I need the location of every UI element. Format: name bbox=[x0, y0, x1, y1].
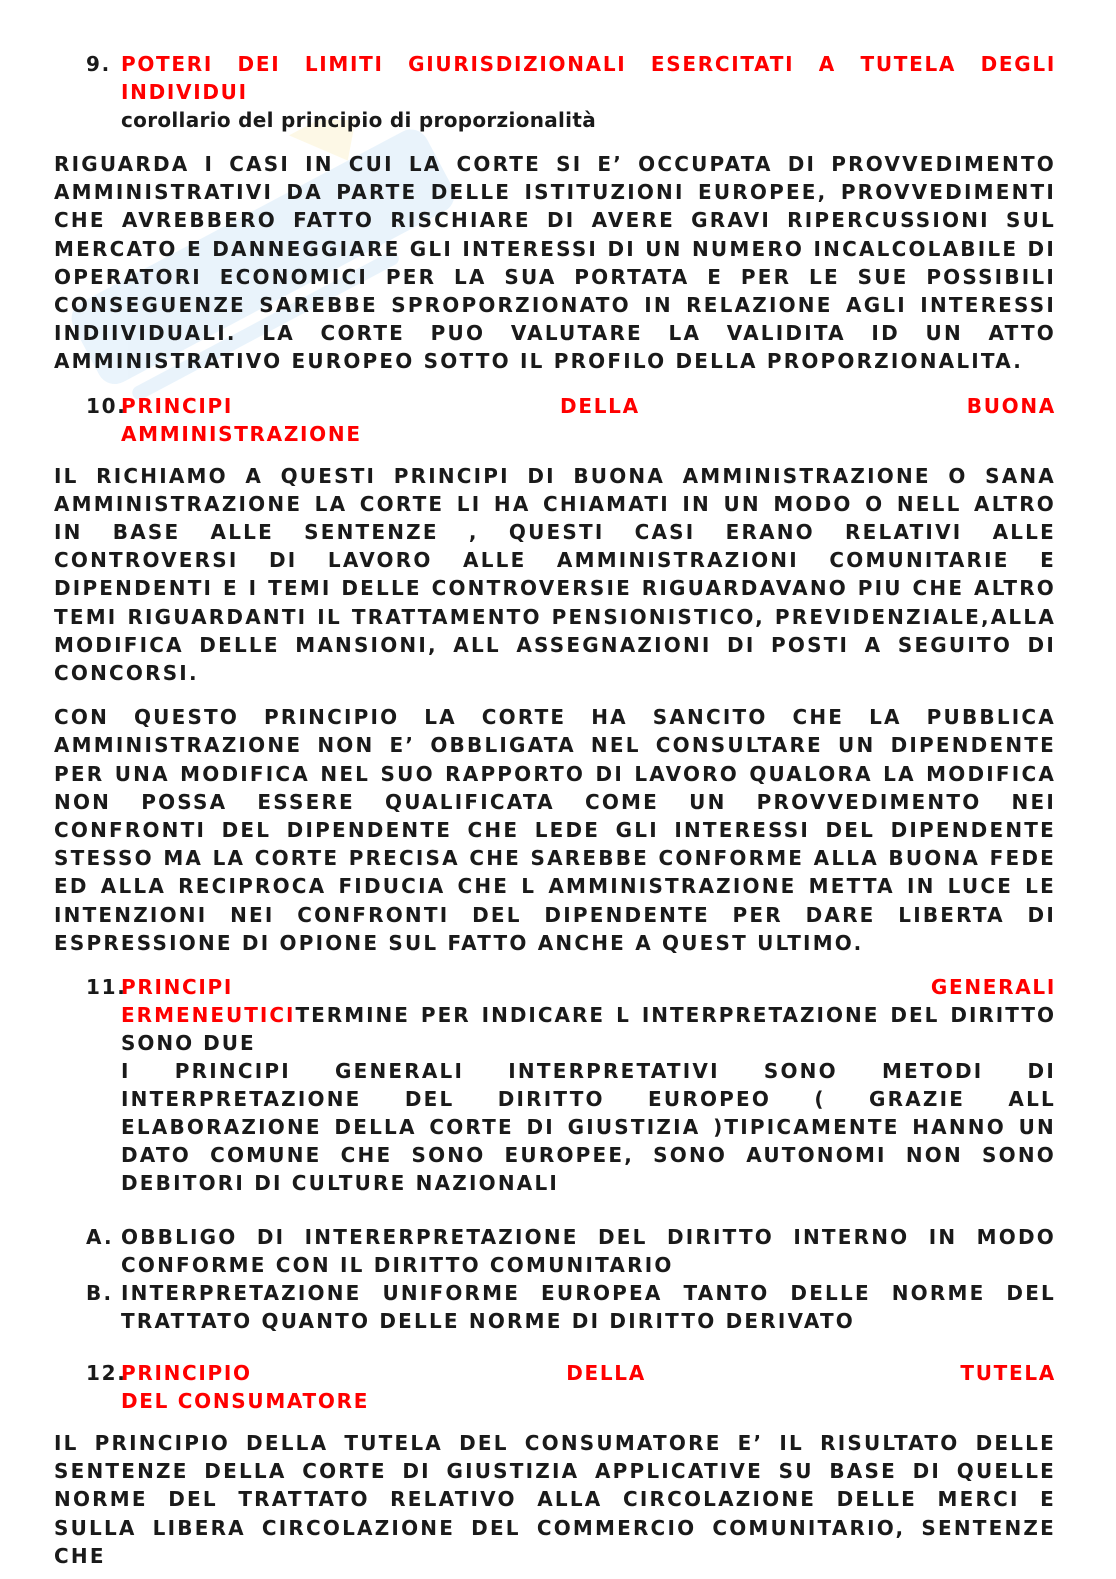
section-11-body: I PRINCIPI GENERALI INTERPRETATIVI SONO METODI DI INTERPRETAZIONE DEL DIRITTO EUROPEO ( GRAZIE ALL ELABORAZIONE DELLA CORTE DI GIUSTIZIA )TIPICAMENTE HANNO UN DATO COMUNE CHE SONO EUROPEE, SONO AUTONOMI NON SONO DEBITORI DI CULTURE NAZIONALI bbox=[121, 1059, 1056, 1196]
section-9-body: RIGUARDA I CASI IN CUI LA CORTE SI E’ OCCUPATA DI PROVVEDIMENTO AMMINISTRATIVI DA PARTE DELLE ISTITUZIONI EUROPEE, PROVVEDIMENTI CHE AVREBBERO FATTO RISCHIARE DI AVERE GRAVI RIPERCUSSIONI SUL MERCATO E DANNEGGIARE GLI INTERESSI DI UN NUMERO INCALCOLABILE DI OPERATORI ECONOMICI PER LA SUA PORTATA E PER LE SUE POSSIBILI CONSEGUENZE SAREBBE SPROPORZIONATO IN RELAZIONE AGLI INTERESSI INDIIVIDUALI. LA CORTE PUO VALUTARE LA VALIDITA ID UN ATTO AMMINISTRATIVO EUROPEO SOTTO IL PROFILO DELLA PROPORZIONALITA. bbox=[54, 152, 1056, 374]
section-number: 9. bbox=[86, 52, 111, 76]
section-title-line2: DEL CONSUMATORE bbox=[121, 1389, 370, 1414]
section-title-rest: TERMINE PER INDICARE L INTERPRETAZIONE DEL DIRITTO SONO DUE bbox=[121, 1003, 1056, 1056]
section-10-heading bbox=[54, 392, 1056, 448]
section-title-line1: PRINCIPIO DELLA TUTELA bbox=[121, 1361, 1056, 1386]
section-title-line1: PRINCIPI DELLA BUONA bbox=[121, 393, 1056, 418]
section-number: 10. bbox=[86, 393, 127, 418]
list-item bbox=[54, 1279, 1056, 1335]
section-title: POTERI DEI LIMITI GIURISDIZIONALI ESERCITATI A TUTELA DEGLI INDIVIDUI bbox=[121, 52, 1056, 104]
section-12-heading bbox=[54, 1359, 1056, 1415]
section-10-body-2: CON QUESTO PRINCIPIO LA CORTE HA SANCITO CHE LA PUBBLICA AMMINISTRAZIONE NON E’ OBBLIGATA NEL CONSULTARE UN DIPENDENTE PER UNA MODIFICA NEL SUO RAPPORTO DI LAVORO QUALORA LA MODIFICA NON POSSA ESSERE QUALIFICATA COME UN PROVVEDIMENTO NEI CONFRONTI DEL DIPENDENTE CHE LEDE GLI INTERESSI DEL DIPENDENTE STESSO MA LA CORTE PRECISA CHE SAREBBE CONFORME ALLA BUONA FEDE ED ALLA RECIPROCA FIDUCIA CHE L AMMINISTRAZIONE METTA IN LUCE LE INTENZIONI NEI CONFRONTI DEL DIPENDENTE PER DARE LIBERTA DI ESPRESSIONE DI OPIONE SUL FATTO ANCHE A QUEST ULTIMO. bbox=[54, 705, 1056, 955]
section-10-body-1: IL RICHIAMO A QUESTI PRINCIPI DI BUONA AMMINISTRAZIONE O SANA AMMINISTRAZIONE LA CORTE LI HA CHIAMATI IN UN MODO O NELL ALTRO IN BASE ALLE SENTENZE , QUESTI CASI ERANO RELATIVI ALLE CONTROVERSI DI LAVORO ALLE AMMINISTRAZIONI COMUNITARIE E DIPENDENTI E I TEMI DELLE CONTROVERSIE RIGUARDAVANO PIU CHE ALTRO TEMI RIGUARDANTI IL TRATTAMENTO PENSIONISTICO, PREVIDENZIALE,ALLA MODIFICA DELLE MANSIONI, ALL ASSEGNAZIONI DI POSTI A SEGUITO DI CONCORSI. bbox=[54, 463, 1056, 686]
section-number: 12. bbox=[86, 1361, 127, 1386]
principles-list bbox=[54, 1223, 1056, 1335]
section-number: 11. bbox=[86, 975, 127, 1000]
list-item-text: INTERPRETAZIONE UNIFORME EUROPEA TANTO DELLE NORME DEL TRATTATO QUANTO DELLE NORME DI DIRITTO DERIVATO bbox=[121, 1281, 1056, 1334]
section-title-line1: PRINCIPI GENERALI bbox=[121, 975, 1056, 1000]
list-marker: A. bbox=[86, 1225, 114, 1250]
list-item-text: OBBLIGO DI INTERERPRETAZIONE DEL DIRITTO INTERNO IN MODO CONFORME CON IL DIRITTO COMUNITARIO bbox=[121, 1225, 1056, 1278]
section-title-line2: AMMINISTRAZIONE bbox=[121, 421, 362, 446]
list-marker: B. bbox=[86, 1281, 114, 1306]
section-title-red: ERMENEUTICI bbox=[121, 1003, 296, 1028]
section-11-heading bbox=[54, 973, 1056, 1057]
document-page bbox=[54, 50, 1056, 1570]
section-9-subtitle: corollario del principio di proporzionalità bbox=[121, 108, 596, 132]
section-12-body: IL PRINCIPIO DELLA TUTELA DEL CONSUMATORE E’ IL RISULTATO DELLE SENTENZE DELLA CORTE DI GIUSTIZIA APPLICATIVE SU BASE DI QUELLE NORME DEL TRATTATO RELATIVO ALLA CIRCOLAZIONE DELLE MERCI E SULLA LIBERA CIRCOLAZIONE DEL COMMERCIO COMUNITARIO, SENTENZE CHE bbox=[54, 1431, 1056, 1568]
list-item bbox=[54, 1223, 1056, 1279]
section-9-heading bbox=[54, 50, 1056, 106]
